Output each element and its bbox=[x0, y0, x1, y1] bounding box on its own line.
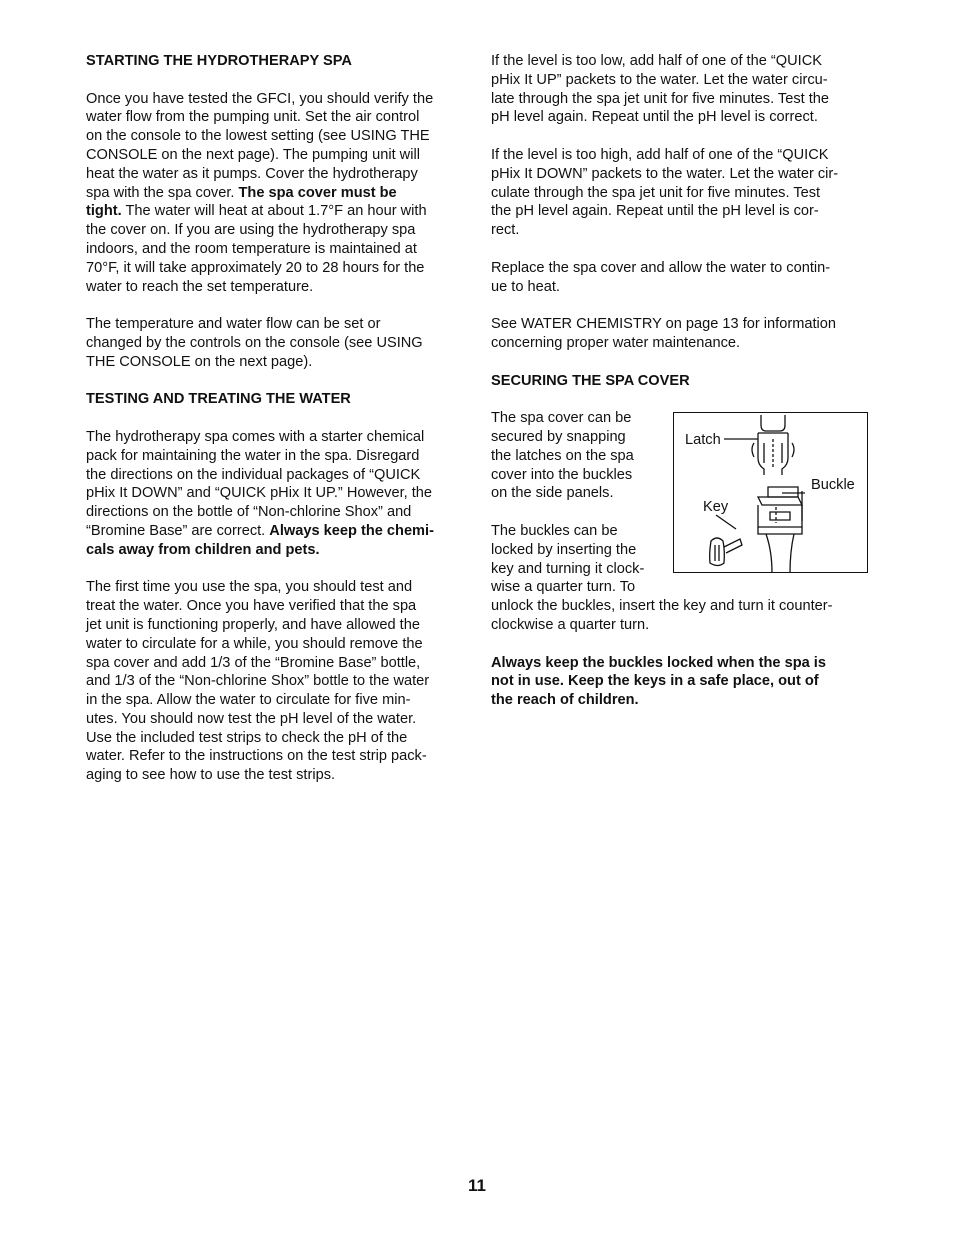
paragraph-warning-buckles bbox=[491, 654, 871, 710]
bold-text-run: The spa cover must be tight. bbox=[86, 184, 397, 220]
latch-buckle-figure bbox=[673, 412, 868, 573]
paragraph-console-controls: The temperature and water flow can be set or changed by the controls on the console (see USING THE CONSOLE on the next page). bbox=[86, 316, 423, 370]
heading-testing-water: TESTING AND TREATING THE WATER bbox=[86, 391, 351, 408]
paragraph-first-use: The first time you use the spa, you should test and treat the water. Once you have verified that the spa jet unit is functioning properly, and have allowed the water to circulate for a while, you should remove the spa cover and add 1/3 of the “Bromine Base” bottle, and 1/3 of the “Non-chlorine Shox” bottle to the water in the spa. Allow the water to circulate for five min- utes. You should now test the pH level of the water. Use the included test strips to check the pH of the water. Refer to the instructions on the test strip pack- aging to see how to use the test strips. bbox=[86, 579, 430, 784]
text-run: The hydrotherapy spa comes with a starter chemical pack for maintaining the water in the spa. Disregard the directions on the individual packages of “QUICK pHix It DOWN” and “QUICK pHix It UP.” However, the directions on the bottle of “Non-chlorine Shox” and “Bromine Base” are correct. bbox=[86, 428, 433, 539]
paragraph-water-chemistry: See WATER CHEMISTRY on page 13 for information concerning proper water maintenance. bbox=[491, 316, 836, 351]
left-column bbox=[86, 52, 466, 804]
latch-label: Latch bbox=[685, 432, 721, 448]
text-run: Once you have tested the GFCI, you should verify the water flow from the pumping unit. Set the air control on the console to the lowest setting (see USING THE CONSOLE on the next page). The pumping unit will heat the water as it pumps. Cover the hydrotherapy spa with the spa cover. bbox=[86, 90, 434, 201]
right-column bbox=[491, 52, 871, 729]
paragraph-snapping-latches: The spa cover can be secured by snapping the latches on the spa cover into the buckles on the side panels. bbox=[491, 410, 634, 502]
bold-text-run: Always keep the buckles locked when the spa is not in use. Keep the keys in a safe place, out of the reach of children. bbox=[491, 654, 826, 709]
paragraph-replace-cover: Replace the spa cover and allow the water to contin- ue to heat. bbox=[491, 259, 831, 295]
paragraph-starting-spa bbox=[86, 90, 466, 297]
text-run: The water will heat at about 1.7°F an hour with the cover on. If you are using the hydrotherapy spa indoors, and the room temperature is maintained at 70°F, it will take approximately 20 to 28 hours for the water to reach the set temperature. bbox=[86, 203, 427, 295]
buckle-label: Buckle bbox=[811, 477, 855, 493]
key-label: Key bbox=[703, 499, 729, 515]
paragraph-level-high: If the level is too high, add half of one of the “QUICK pHix It DOWN” packets to the water. Let the water cir- culate through the spa jet unit for five minutes. Test the pH level again. Repeat until the pH level is cor- rect. bbox=[491, 146, 839, 239]
paragraph-chemical-pack bbox=[86, 428, 466, 560]
heading-securing-cover: SECURING THE SPA COVER bbox=[491, 372, 690, 389]
text-run: unlock the buckles, insert the key and turn it counter- clockwise a quarter turn. bbox=[491, 598, 833, 633]
text-run: The buckles can be locked by inserting the key and turning it clock- wise a quarter turn. To bbox=[491, 522, 645, 596]
bold-text-run: Always keep the chemi- cals away from children and pets. bbox=[86, 522, 434, 558]
page-number: 11 bbox=[468, 1176, 486, 1195]
paragraph-level-low: If the level is too low, add half of one of the “QUICK pHix It UP” packets to the water. Let the water circu- late through the spa jet unit for five minutes. Test the pH level again. Repeat until the pH level is correct. bbox=[491, 53, 830, 126]
heading-starting-spa: STARTING THE HYDROTHERAPY SPA bbox=[86, 53, 352, 69]
